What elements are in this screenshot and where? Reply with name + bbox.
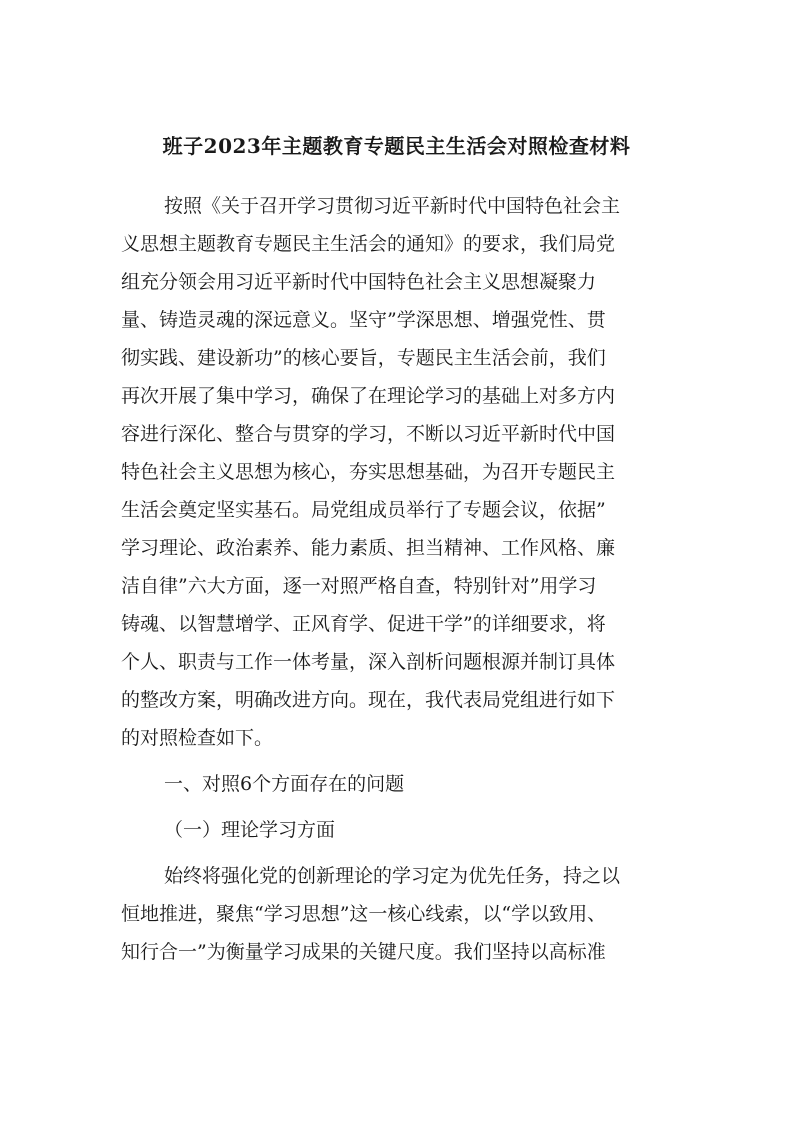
subsection-heading: （一）理论学习方面 — [164, 819, 336, 841]
paragraph-line: 容进行深化、整合与贯穿的学习，不断以习近平新时代中国 — [121, 423, 616, 445]
paragraph-line: 知行合一”为衡量学习成果的关键尺度。我们坚持以高标准 — [121, 941, 606, 963]
paragraph-line: 个人、职责与工作一体考量，深入剖析问题根源并制订具体 — [121, 651, 616, 673]
paragraph-line: 义思想主题教育专题民主生活会的通知》的要求，我们局党 — [121, 233, 616, 255]
paragraph-line: 学习理论、政治素养、能力素质、担当精神、工作风格、廉 — [121, 537, 616, 559]
paragraph-line: 铸魂、以智慧增学、正风育学、促进干学”的详细要求，将 — [121, 613, 606, 635]
paragraph-line: 再次开展了集中学习，确保了在理论学习的基础上对多方内 — [121, 385, 616, 407]
paragraph-line: 特色社会主义思想为核心，夯实思想基础，为召开专题民主 — [121, 461, 616, 483]
paragraph-line: 组充分领会用习近平新时代中国特色社会主义思想凝聚力 — [121, 271, 597, 293]
paragraph-line: 恒地推进，聚焦“学习思想”这一核心线索，以“学以致用、 — [121, 903, 607, 925]
paragraph-line: 生活会奠定坚实基石。局党组成员举行了专题会议，依据” — [121, 499, 606, 521]
paragraph-line: 按照《关于召开学习贯彻习近平新时代中国特色社会主 — [164, 195, 621, 217]
paragraph-line: 的对照检查如下。 — [121, 727, 274, 749]
section-heading: 一、对照6个方面存在的问题 — [164, 773, 405, 795]
paragraph-line: 量、铸造灵魂的深远意义。坚守”学深思想、增强党性、贯 — [121, 309, 606, 331]
paragraph-line: 洁自律”六大方面，逐一对照严格自查，特别针对”用学习 — [121, 575, 597, 597]
paragraph-line: 的整改方案，明确改进方向。现在，我代表局党组进行如下 — [121, 689, 616, 711]
paragraph-line: 彻实践、建设新功”的核心要旨，专题民主生活会前，我们 — [121, 347, 606, 369]
document-title: 班子2023年主题教育专题民主生活会对照检查材料 — [162, 134, 631, 158]
paragraph-line: 始终将强化党的创新理论的学习定为优先任务，持之以 — [164, 865, 621, 887]
